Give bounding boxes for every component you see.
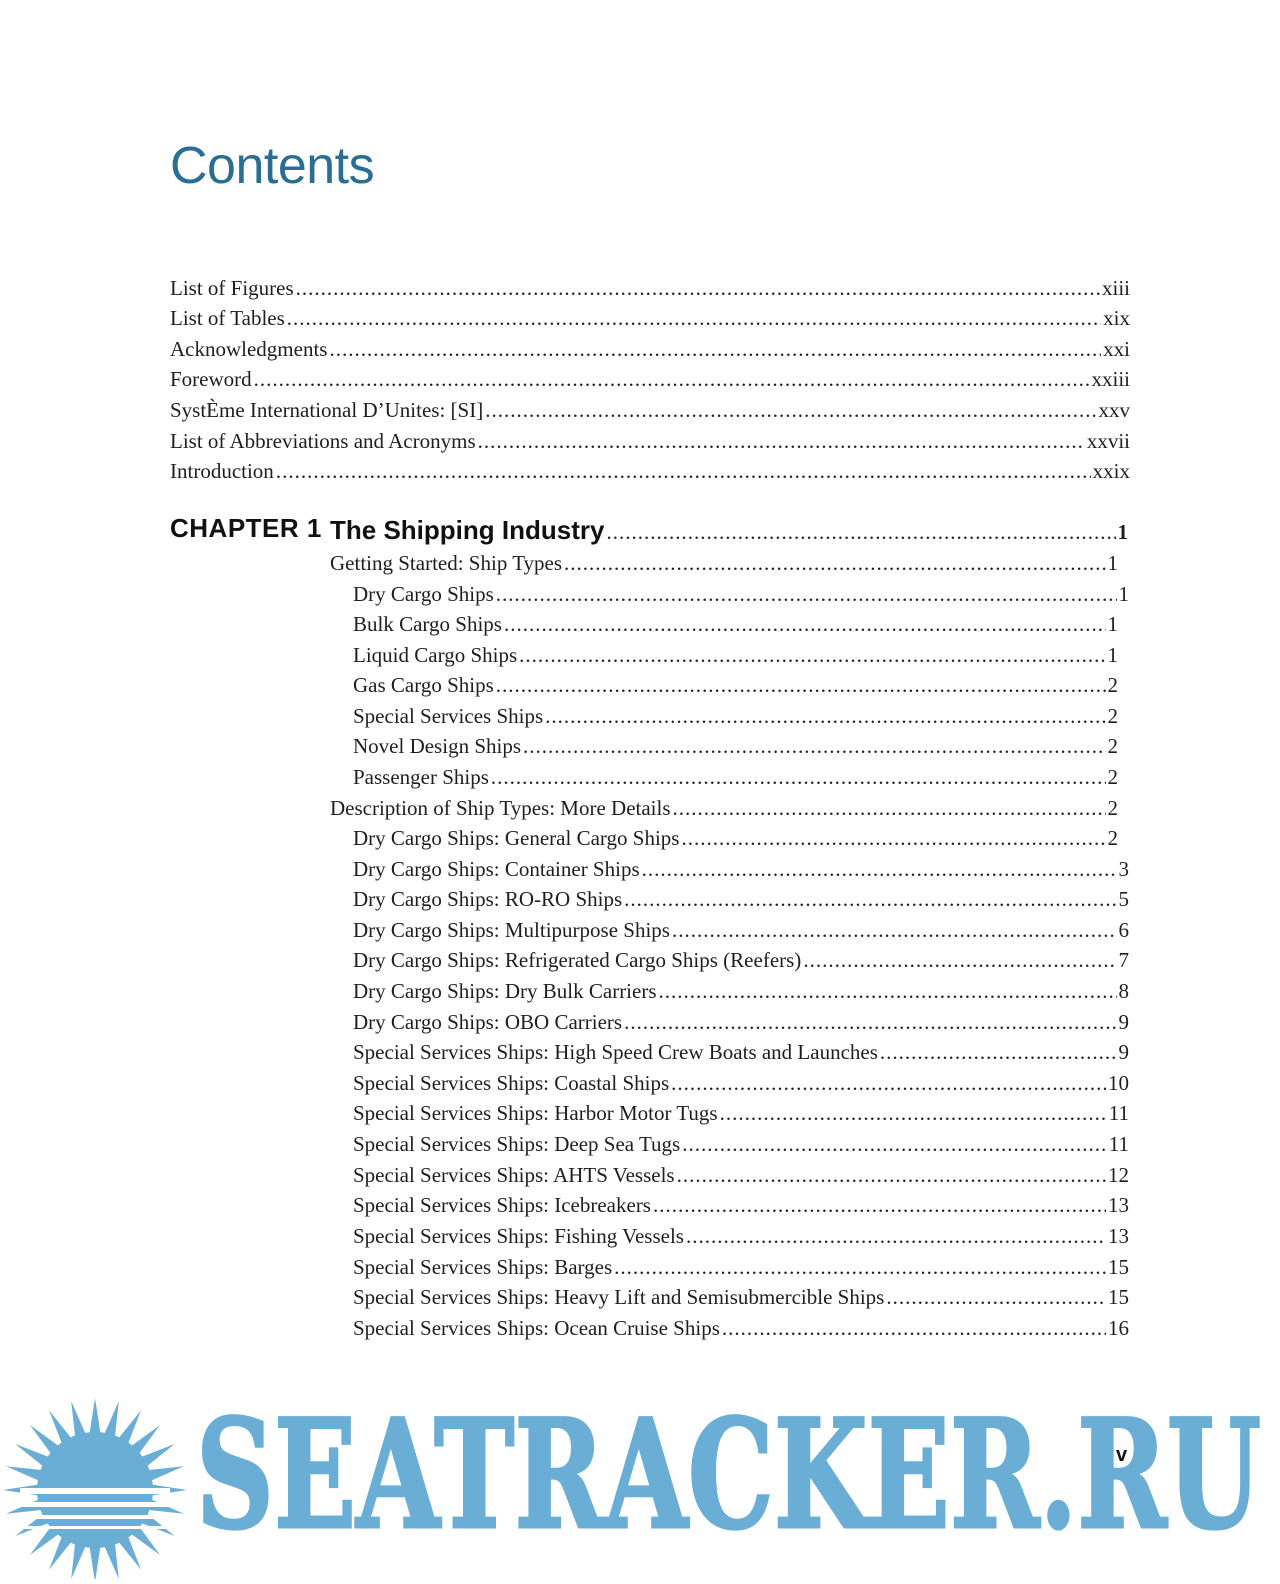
sun-ray — [104, 1401, 119, 1439]
toc-entry-list-of-figures[interactable] — [170, 273, 1130, 303]
leader-dots — [523, 731, 1106, 761]
leader-dots — [720, 1098, 1107, 1128]
leader-dots — [624, 884, 1116, 914]
toc-entry-title: Special Services Ships: Coastal Ships — [353, 1071, 670, 1095]
sun-ray — [104, 1541, 119, 1579]
toc-entry-title: Special Services Ships: Harbor Motor Tugs — [353, 1101, 718, 1125]
toc-entry-title: Passenger Ships — [353, 765, 489, 789]
leader-dots — [673, 793, 1106, 823]
leader-dots — [496, 579, 1117, 609]
toc-entry-page: xiii — [1101, 276, 1130, 300]
toc-entry-title: Acknowledgments — [170, 337, 328, 361]
toc-subsection[interactable] — [353, 731, 1118, 761]
toc-entry-title: Liquid Cargo Ships — [353, 643, 518, 667]
toc-subsection[interactable] — [353, 1221, 1129, 1251]
toc-entry-page: 15 — [1108, 1285, 1129, 1309]
leader-dots — [677, 1160, 1106, 1190]
toc-entry-page: 1 — [1107, 612, 1118, 636]
toc-subsection[interactable] — [353, 579, 1129, 609]
toc-entry-page: 9 — [1118, 1010, 1129, 1034]
leader-dots — [659, 976, 1117, 1006]
toc-subsection[interactable] — [353, 1282, 1129, 1312]
toc-entry-title: Dry Cargo Ships: Multipurpose Ships — [353, 918, 670, 942]
chapter-title: The Shipping Industry — [330, 515, 605, 545]
toc-entry-acknowledgments[interactable] — [170, 334, 1130, 364]
toc-entry-page: 9 — [1118, 1040, 1129, 1064]
toc-subsection[interactable] — [353, 1068, 1129, 1098]
toc-subsection[interactable] — [353, 670, 1118, 700]
watermark-logo — [196, 1392, 1266, 1542]
leader-dots — [671, 1068, 1106, 1098]
toc-entry-page: xxiii — [1091, 367, 1130, 391]
sun-ray — [71, 1541, 86, 1579]
sun-ray — [89, 1398, 100, 1435]
toc-entry-page: 11 — [1108, 1132, 1129, 1156]
toc-entry-title: Special Services Ships: Ocean Cruise Ships — [353, 1316, 720, 1340]
toc-section[interactable] — [330, 793, 1118, 823]
toc-subsection[interactable] — [353, 945, 1129, 975]
toc-entry-title: Gas Cargo Ships — [353, 673, 494, 697]
chapter-page: 1 — [1117, 520, 1128, 544]
toc-subsection[interactable] — [353, 854, 1129, 884]
toc-entry-title: Dry Cargo Ships — [353, 582, 494, 606]
leader-dots — [519, 640, 1105, 670]
toc-entry-page: 2 — [1107, 673, 1118, 697]
leader-dots — [803, 945, 1116, 975]
page-title: Contents — [170, 137, 375, 195]
toc-subsection[interactable] — [353, 762, 1118, 792]
toc-entry-title: Special Services Ships: Barges — [353, 1255, 613, 1279]
toc-entry-page: 10 — [1108, 1071, 1129, 1095]
toc-entry-title: Dry Cargo Ships: General Cargo Ships — [353, 826, 680, 850]
toc-entry-page: 2 — [1107, 826, 1118, 850]
leader-dots — [686, 1221, 1106, 1251]
toc-entry-title: Dry Cargo Ships: Dry Bulk Carriers — [353, 979, 657, 1003]
toc-entry-title: Special Services Ships: High Speed Crew Boats and Launches — [353, 1040, 878, 1064]
toc-entry-title: List of Figures — [170, 276, 294, 300]
sun-icon — [0, 1380, 190, 1579]
leader-dots — [504, 609, 1106, 639]
toc-entry-page: 6 — [1118, 918, 1129, 942]
leader-dots — [722, 1313, 1106, 1343]
toc-entry-foreword[interactable] — [170, 364, 1130, 394]
leader-dots — [287, 303, 1101, 333]
toc-entry-title: Dry Cargo Ships: OBO Carriers — [353, 1010, 623, 1034]
leader-dots — [491, 762, 1106, 792]
toc-subsection[interactable] — [353, 1037, 1129, 1067]
toc-subsection[interactable] — [353, 609, 1118, 639]
leader-dots — [682, 1129, 1107, 1159]
leader-dots — [564, 548, 1105, 578]
toc-entry-page: 16 — [1108, 1316, 1129, 1340]
toc-entry-title: List of Abbreviations and Acronyms — [170, 429, 476, 453]
toc-entry-title: Getting Started: Ship Types — [330, 551, 563, 575]
toc-entry-title: Description of Ship Types: More Details — [330, 796, 671, 820]
toc-entry-title: Special Services Ships: Heavy Lift and Semisubmercible Ships — [353, 1285, 885, 1309]
watermark-text: SEATRACKER.RU — [196, 1392, 1261, 1542]
sun-ray — [146, 1466, 184, 1481]
toc-entry-title: Special Services Ships: Deep Sea Tugs — [353, 1132, 681, 1156]
leader-dots — [672, 915, 1117, 945]
toc-entry-page: 2 — [1107, 704, 1118, 728]
toc-entry-page: 12 — [1108, 1163, 1129, 1187]
toc-entry-title: Special Services Ships — [353, 704, 544, 728]
toc-entry-title: Dry Cargo Ships: Refrigerated Cargo Ships (Reefers) — [353, 948, 802, 972]
leader-dots — [681, 823, 1105, 853]
toc-entry-title: SystÈme International D’Unites: [SI] — [170, 398, 484, 422]
toc-subsection[interactable] — [353, 1252, 1129, 1282]
toc-entry-page: 2 — [1107, 765, 1118, 789]
toc-entry-page: 8 — [1118, 979, 1129, 1003]
toc-entry-page: 2 — [1107, 734, 1118, 758]
leader-dots — [624, 1007, 1116, 1037]
toc-entry-title: Bulk Cargo Ships — [353, 612, 502, 636]
toc-entry-page: xxv — [1098, 398, 1130, 422]
toc-entry-title: Novel Design Ships — [353, 734, 521, 758]
toc-subsection[interactable] — [353, 1190, 1129, 1220]
toc-entry-title: Introduction — [170, 459, 274, 483]
toc-subsection[interactable] — [353, 701, 1118, 731]
toc-entry-page: xxix — [1092, 459, 1130, 483]
toc-entry-page: 5 — [1118, 887, 1129, 911]
toc-subsection[interactable] — [353, 823, 1118, 853]
toc-entry-si-units[interactable] — [170, 395, 1130, 425]
page-number: v — [1116, 1444, 1128, 1466]
toc-entry-page: 1 — [1107, 643, 1118, 667]
chapter-label: CHAPTER 1 — [170, 513, 322, 543]
leader-dots — [886, 1282, 1106, 1312]
toc-entry-page: 3 — [1118, 857, 1129, 881]
toc-entry-title: Special Services Ships: Fishing Vessels — [353, 1224, 684, 1248]
toc-entry-introduction[interactable] — [170, 456, 1130, 486]
leader-dots — [614, 1252, 1106, 1282]
toc-entry-page: 2 — [1107, 796, 1118, 820]
leader-dots — [329, 334, 1101, 364]
toc-entry-page: 7 — [1118, 948, 1129, 972]
sun-ray — [6, 1466, 44, 1481]
leader-dots — [545, 701, 1105, 731]
toc-subsection[interactable] — [353, 1129, 1129, 1159]
toc-entry-page: 13 — [1108, 1224, 1129, 1248]
toc-entry-page: xxi — [1103, 337, 1130, 361]
leader-dots — [485, 395, 1096, 425]
toc-entry-page: 15 — [1108, 1255, 1129, 1279]
toc-entry-page: xxvii — [1086, 429, 1130, 453]
toc-subsection[interactable] — [353, 976, 1129, 1006]
toc-subsection[interactable] — [353, 640, 1118, 670]
toc-subsection[interactable] — [353, 1098, 1129, 1128]
leader-dots — [478, 426, 1085, 456]
toc-subsection[interactable] — [353, 1313, 1129, 1343]
leader-dots — [296, 273, 1100, 303]
toc-subsection[interactable] — [353, 884, 1129, 914]
toc-entry-title: Dry Cargo Ships: Container Ships — [353, 857, 640, 881]
toc-entry-title: Dry Cargo Ships: RO-RO Ships — [353, 887, 623, 911]
leader-dots — [276, 456, 1091, 486]
toc-entry-title: Special Services Ships: AHTS Vessels — [353, 1163, 675, 1187]
toc-entry-title: Foreword — [170, 367, 252, 391]
sun-ray — [71, 1401, 86, 1439]
toc-entry-page: 1 — [1107, 551, 1118, 575]
leader-dots — [653, 1190, 1106, 1220]
leader-dots — [496, 670, 1106, 700]
leader-dots — [606, 517, 1115, 547]
toc-entry-page: 13 — [1108, 1193, 1129, 1217]
toc-entry-title: Special Services Ships: Icebreakers — [353, 1193, 651, 1217]
toc-entry-list-of-tables[interactable] — [170, 303, 1130, 333]
leader-dots — [254, 364, 1090, 394]
toc-entry-page: xix — [1103, 306, 1130, 330]
chapter-heading[interactable] — [330, 515, 1128, 545]
toc-subsection[interactable] — [353, 1160, 1129, 1190]
toc-entry-page: 11 — [1108, 1101, 1129, 1125]
toc-subsection[interactable] — [353, 1007, 1129, 1037]
toc-subsection[interactable] — [353, 915, 1129, 945]
toc-entry-page: 1 — [1118, 582, 1129, 606]
toc-entry-abbreviations[interactable] — [170, 426, 1130, 456]
leader-dots — [642, 854, 1117, 884]
leader-dots — [880, 1037, 1117, 1067]
toc-entry-title: List of Tables — [170, 306, 285, 330]
toc-section[interactable] — [330, 548, 1118, 578]
sun-ray — [89, 1545, 100, 1579]
